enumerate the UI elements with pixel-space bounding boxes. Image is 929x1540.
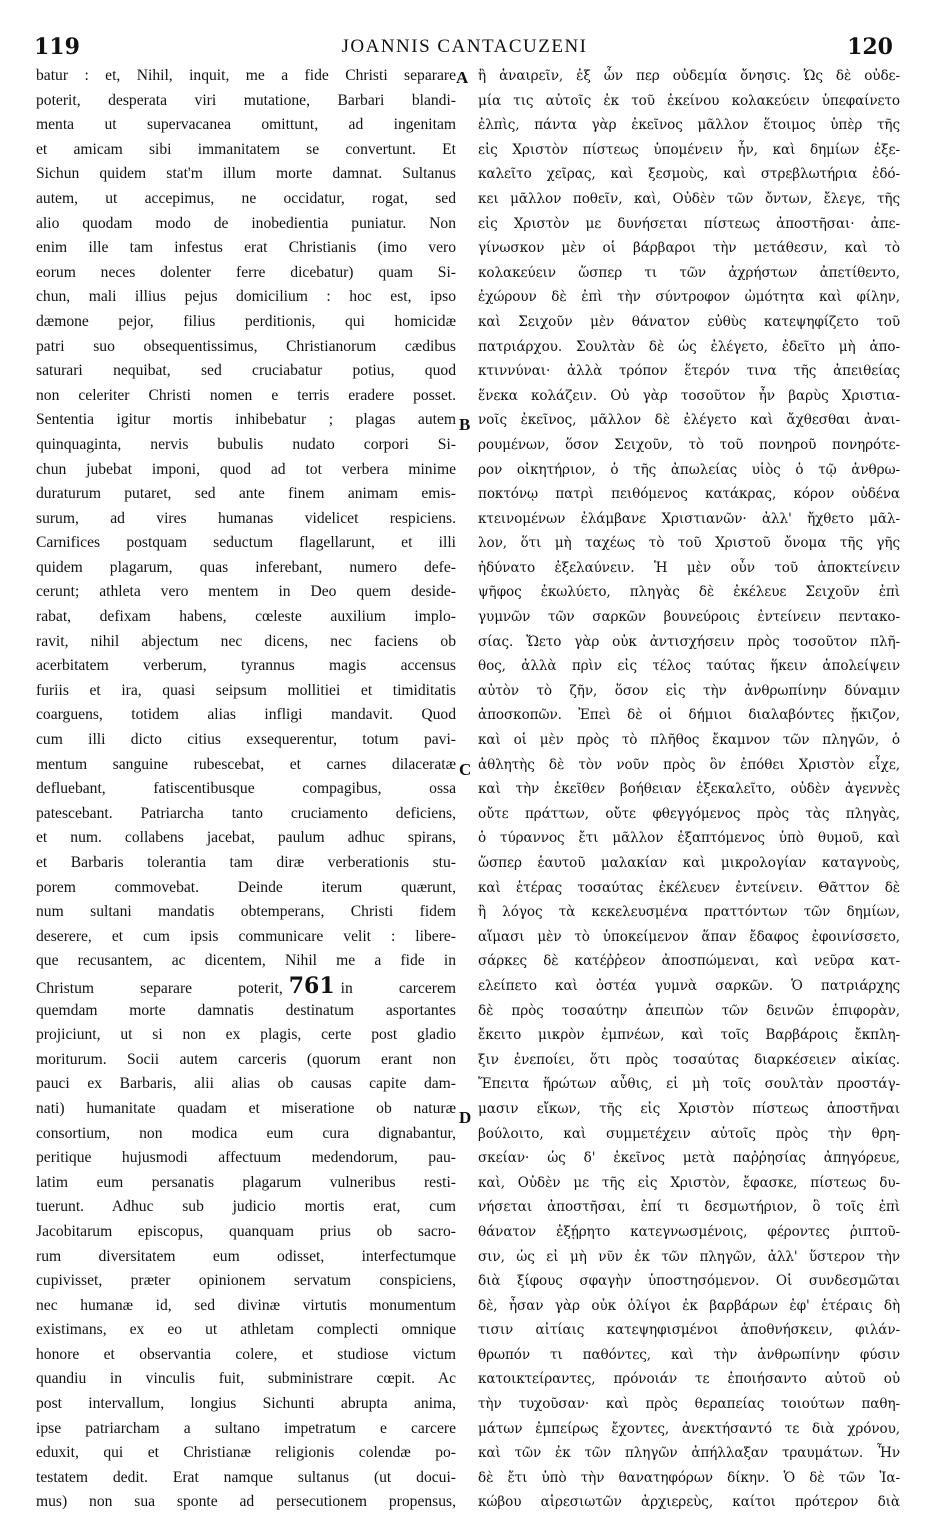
margin-marker-d: D	[459, 1108, 472, 1127]
latin-text-line: Carnifices postquam seductum flagellarunt, et illi	[36, 534, 456, 552]
greek-text-line: ὥσπερ ἑαυτοῦ μαλακίαν καὶ μικρολογίαν καταγνοὺς,	[478, 855, 900, 871]
latin-text-line: latim eum persanatis plagarum vulneribus resti-	[36, 1173, 456, 1191]
greek-text-line: ψῆφος ἐκωλύετο, πληγὰς δὲ ἐκέλευε Σειχοῦν ἐπὶ	[478, 584, 900, 601]
greek-text-line: κατοικτείραντες, πρόνοιάν τε ἐποιήσαντο αὐτοῦ οὐ	[478, 1371, 900, 1388]
greek-text-line: κτεινομένων ἐλάμβανε Χριστιανῶν· ἀλλ' ἤχθετο μᾶλ-	[478, 510, 900, 527]
latin-text-line: enim ille tam infestus erat Christianis (imo vero	[36, 239, 456, 257]
page-number-left: 119	[34, 34, 80, 60]
latin-text-line: chun, mali illius pejus domicilium : hoc est, ipso	[36, 288, 456, 306]
latin-text-line: mus) non sua sponte ad persecutionem propensus,	[36, 1493, 456, 1511]
greek-text-line: μία τις αὐτοῖς ἐκ τοῦ ἐκείνου κολακεύειν ὑπεφαίνετο	[478, 92, 900, 109]
latin-text-line: et Barbaris tolerantia tam diræ verberationis stu-	[36, 854, 456, 871]
greek-text-line: νήσεται ἀποστῆσαι, ἐπί τι δεσμωτήριον, ὃ τοῖς ἐπὶ	[478, 1199, 900, 1216]
greek-text-line: ἐχώρουν δὲ ἐπὶ τὴν σύντροφον ὠμότητα καὶ φίλην,	[478, 289, 900, 306]
greek-text-line: ἕνεκα κολάζειν. Οὐ γὰρ τοσοῦτον ἦν βαρὺς Χριστια-	[478, 387, 900, 404]
page-number-right: 120	[847, 34, 893, 60]
greek-text-line: κολακεύειν ὥσπερ τι τῶν ἀχρήστων ἀπετίθεντο,	[478, 264, 900, 281]
latin-text-line: quandiu in vinculis fuit, subministrare cœpit. Ac	[36, 1370, 456, 1388]
latin-text-line: quinquaginta, nervis bubulis nudato corpori Si-	[36, 435, 456, 453]
latin-text-line: mentum sanguine rubescebat, et carnes dilaceratæ	[36, 755, 456, 773]
greek-text-line: ρον οἰκητήριον, ὁ τῆς ἀπωλείας υἱὸς ὁ τῷ ἀνθρω-	[478, 461, 900, 478]
latin-text-line: pauci ex Barbaris, alii alias ob causas capite dam-	[36, 1075, 456, 1093]
latin-text-line: eduxit, qui et Christianæ religionis colendæ po-	[36, 1444, 456, 1462]
latin-text-line: acerbitatem verberum, tyrannus magis accensus	[36, 657, 456, 675]
latin-text-line: patescebant. Patriarcha tanto cruciamento deficiens,	[36, 804, 456, 822]
latin-text-line: num sultani mandatis obtemperans, Christi fidem	[36, 903, 456, 921]
latin-text-line: peritique hujusmodi affectuum medendorum, pau-	[36, 1149, 456, 1167]
greek-text-line: θος, ἀλλὰ πρὶν εἰς τέλος ταύτας ἥκειν ἀπολείψειν	[478, 658, 900, 675]
greek-text-line: καὶ, Οὐδὲν με τῆς εἰς Χριστὸν, ἔφασκε, πίστεως δυ-	[478, 1174, 900, 1191]
latin-text-line: autem, ut accepimus, ne occidatur, rogat, sed	[36, 189, 456, 207]
greek-text-line: σάρκες δὲ κατέῤῥεον ἀποσπώμεναι, καὶ νεῦρα κατ-	[478, 953, 900, 970]
latin-text-line: post intervallum, longius Sichunti abrupta anima,	[36, 1395, 456, 1413]
latin-text-line: existimans, ex eo ut athletam complecti omnique	[36, 1321, 456, 1339]
greek-text-line: θάνατον ἐξῄρητο κατεγνωσμένοις, φέροντες ῥιπτοῦ-	[478, 1223, 900, 1240]
greek-text-line: Ἔπειτα ἥρώτων αὖθις, εἰ μὴ τοῖς σουλτὰν προστάγ-	[478, 1076, 900, 1093]
latin-text-line: ravit, nihil abjectum nec dicens, nec faciens ob	[36, 632, 456, 650]
greek-text-line: καὶ Σειχοῦν μὲν θάνατον εὐθὺς κατεψηφίζετο τοῦ	[478, 313, 900, 330]
latin-text-line: quemdam morte damnatis destinatum asportantes	[36, 1001, 456, 1019]
greek-text-line: ἐλπὶς, πάντα γὰρ ἐκεῖνος μᾶλλον ἕτοιμος ὑπὲρ τῆς	[478, 117, 900, 134]
latin-text-line: dæmone pejor, filius perditionis, qui homicidæ	[36, 312, 456, 330]
greek-text-line: ελείπετο καὶ ὀστέα γυμνὰ σαρκῶν. Ὁ πατριάρχης	[478, 977, 900, 994]
latin-text-line: nec humanæ id, sed divinæ virtutis monumentum	[36, 1296, 456, 1314]
inline-page-number: 761	[288, 973, 335, 999]
running-header	[30, 30, 899, 60]
greek-text-line: μάτων ἐμπείρως ἔχοντες, ἀνεκτήσαντό τε διὰ χρόνου,	[478, 1420, 900, 1437]
latin-text-line: saturari nequibat, sed cruciabatur potius, quod	[36, 362, 456, 380]
greek-text-line: νοῖς ἐκεῖνος, μᾶλλον δὲ ἐλέγετο καὶ ἄχθεσθαι ἀναι-	[478, 412, 900, 429]
latin-text-line: testatem dedit. Erat namque sultanus (ut docui-	[36, 1468, 456, 1486]
latin-text-line: nati) humanitate quadam et miseratione ob naturæ	[36, 1099, 456, 1117]
greek-text-line: σιν, ὡς εἰ μὴ νῦν ἐκ τῶν πληγῶν, ἀλλ' ὕστερον τὴν	[478, 1248, 900, 1265]
greek-text-line: ρουμένων, ὅσον Σειχοῦν, τὸ τοῦ πονηροῦ πονηρότε-	[478, 436, 900, 453]
latin-text-segment: Christum separare poterit,	[36, 979, 283, 997]
greek-text-line: ἀθλητὴς δὲ τὸν νοῦν πρὸς ὃν ἐπόθει Χριστὸν εἶχε,	[478, 756, 900, 773]
greek-text-line: ἢ λόγος τὰ κεκελευσμένα πραττόντων τῶν δημίων,	[478, 904, 900, 921]
greek-text-line: καὶ ἑτέρας τοσαύτας ἐκέλευεν ἐντείνειν. Θᾶττον δὲ	[478, 879, 900, 896]
greek-text-line: κει μᾶλλον ποθεῖν, καὶ, Οὐδὲν τῶν ὄντων, ἔλεγε, τῆς	[478, 190, 900, 207]
greek-text-line: καὶ οἱ μὲν πρὸς τὸ πλῆθος ἔκαμνον τῶν πληγῶν, ὁ	[478, 732, 900, 749]
latin-text-line: poterit, desperata viri mutatione, Barbari blandi-	[36, 91, 456, 109]
latin-text-line: ipse patriarcham a sultano impetratum e carcere	[36, 1419, 456, 1437]
greek-text-line: βούλοιτο, καὶ συμμετέχειν αὐτοῖς πρὸς τὴν θρη-	[478, 1125, 900, 1142]
latin-column	[36, 64, 456, 1515]
latin-text-line: que recusantem, ac dicentem, Nihil me a fide in	[36, 952, 456, 970]
latin-text-line: defluebant, fatiscentibusque compagibus, ossa	[36, 780, 456, 798]
greek-text-line: δὲ πρὸς τοσαύτην ἀπειπὼν τῶν δεινῶν ἐπιφορὰν,	[478, 1002, 900, 1019]
greek-text-line: ξιν ἐνεποίει, ὅτι πρὸς τοσαύτας διαρκέσειεν αἰκίας.	[478, 1051, 900, 1068]
latin-text-line: coarguens, totidem alias infligi mandavit. Quod	[36, 706, 456, 724]
greek-text-line: τὴν τυχοῦσαν· καὶ πρὸς θεραπείας τοιούτων παθη-	[478, 1396, 900, 1413]
greek-text-line: διὰ ξίφους σφαγὴν ὑποστησόμενον. Οἱ συνδεσμῶται	[478, 1273, 900, 1290]
greek-text-line: αἵμασι μὲν τὸ ὑποκείμενον ἅπαν ἔδαφος ἐφοινίσσετο,	[478, 928, 900, 945]
margin-marker-b: B	[459, 415, 471, 434]
latin-text-line: quidem plagarum, quas inferebant, numero defe-	[36, 558, 456, 576]
greek-text-line: ἀποσκοπῶν. Ἐπεὶ δὲ οἱ δήμιοι διαλαβόντες ᾔκιζον,	[478, 707, 900, 724]
latin-text-line: Sententia igitur mortis inhibebatur ; plagas autem	[36, 411, 456, 429]
margin-marker-a: A	[456, 68, 469, 87]
margin-marker-c: C	[459, 760, 472, 779]
greek-text-line: τισιν αἰτίαις κατεψηφισμένοι ἀποθνήσκειν, φιλάν-	[478, 1322, 900, 1339]
latin-text-segment: in carcerem	[340, 979, 456, 997]
latin-text-line: cerunt; athleta vero mentem in Deo quem deside-	[36, 583, 456, 601]
greek-text-line: ποκτόνῳ πατρὶ πειθόμενος κατάκρας, κόρον οὐδένα	[478, 486, 900, 503]
greek-text-line: αὐτὸν τὸ ζῆν, ὅσον εἰς τὴν ἀνθρωπίνην δύναμιν	[478, 682, 900, 699]
latin-text-line: Sichun quidem stat'm illum morte damnat. Sultanus	[36, 165, 456, 183]
greek-text-line: δὲ ἔτι ὑπὸ τὴν θανατηφόρων δίκην. Ὁ δὲ τῶν Ἰα-	[478, 1469, 900, 1486]
latin-text-line: batur : et, Nihil, inquit, me a fide Christi separare	[36, 67, 456, 84]
greek-text-line: μασιν εἴκων, τῆς εἰς Χριστὸν πίστεως ἀποστῆναι	[478, 1100, 900, 1117]
latin-text-line: cum illi dicto citius exsequerentur, totum pavi-	[36, 731, 456, 749]
greek-text-line: καλεῖτο χεῖρας, καὶ ξεσμοὺς, καὶ στρεβλωτήρια ἐδό-	[478, 166, 900, 183]
latin-text-line: et amicam sibi immanitatem se convertunt. Et	[36, 140, 456, 158]
greek-text-line: γίνωσκον μὲν οἱ βάρβαροι τὴν μετάθεσιν, καὶ τὸ	[478, 240, 900, 257]
latin-text-line: Jacobitarum episcopus, quanquam prius ob sacro-	[36, 1222, 456, 1240]
greek-text-line: δὲ, ἦσαν γὰρ οὐκ ὀλίγοι ἐκ βαρβάρων ἐφ' ἑτέραις δὴ	[478, 1297, 900, 1314]
latin-text-line: honore et observantia colere, et studiose victum	[36, 1345, 456, 1363]
latin-text-line: deserere, et cum ipsis communicare velit : libere-	[36, 927, 456, 945]
greek-text-line: καὶ τῶν ἐκ τῶν πληγῶν ἀπήλλαξαν τραυμάτων. Ἦν	[478, 1445, 900, 1462]
greek-text-line: λον, ὅτι μὴ ταχέως τὸ τοῦ Χριστοῦ ὄνομα τῆς γῆς	[478, 535, 900, 552]
latin-text-line: cupivisset, præter opinionem servatum conspiciens,	[36, 1272, 456, 1290]
running-title: JOANNIS CANTACUZENI	[341, 36, 588, 57]
greek-text-line: εἰς Χριστὸν πίστεως ὑπομένειν ἦν, καὶ δημίων ἐξε-	[478, 141, 900, 158]
greek-text-line: ὁ τύραννος ἔτι μᾶλλον ἐξαπτόμενος ὑπὸ θυμοῦ, καὶ	[478, 830, 900, 847]
latin-text-line	[36, 974, 456, 999]
greek-text-line: καὶ τὴν ἐκεῖθεν βοήθειαν ἐξεκαλεῖτο, οὐδὲν ἀγεννὲς	[478, 781, 900, 798]
latin-text-line: duraturum putaret, sed ante finem animam emis-	[36, 485, 456, 503]
latin-text-line: rabat, defixam habens, cœleste auxilium implo-	[36, 608, 456, 626]
latin-text-line: et num. collabens jacebat, paulum adhuc spirans,	[36, 829, 456, 847]
greek-text-line: γυμνῶν τῶν σαρκῶν βουνεύροις ἐντείνειν πεντακο-	[478, 609, 900, 626]
latin-text-line: rum diversitatem eum odisset, interfectumque	[36, 1247, 456, 1265]
latin-text-line: non celeriter Christi nomen e terris eradere posset.	[36, 386, 456, 404]
greek-text-line: σκείαν· ὡς δ' ἐκεῖνος μετὰ παῤῥησίας ἀπηγόρευε,	[478, 1150, 900, 1167]
latin-text-line: patri suo obsequentissimus, Christianorum cædibus	[36, 337, 456, 355]
greek-text-line: πατριάρχου. Σουλτὰν δὲ ὡς ἐλέγετο, ἐδεῖτο μὴ ἀπο-	[478, 338, 900, 355]
greek-text-line: κώβου αἱρεσιωτῶν ἀρχιερεὺς, καίτοι πρότερον διὰ	[478, 1494, 900, 1511]
latin-text-line: chun jubebat imponi, quod ad tot verbera minime	[36, 460, 456, 478]
greek-text-line: εἰς Χριστὸν με δυνήσεται πίστεως ἀποστῆσαι· ἀπε-	[478, 215, 900, 232]
latin-text-line: porem commovebat. Deinde iterum quærunt,	[36, 878, 456, 896]
latin-text-line: tuerunt. Adhuc sub judicio mortis erat, cum	[36, 1198, 456, 1216]
greek-text-line: θρωπόν τι παθόντες, καὶ τὴν ἀνθρωπίνην φύσιν	[478, 1346, 900, 1363]
greek-text-line: σίας. Ὤετο γὰρ οὐκ ἀντισχήσειν πρὸς τοσοῦτον πλῆ-	[478, 633, 900, 650]
latin-text-line: projiciunt, ut si non ex plagis, certe post gladio	[36, 1026, 456, 1044]
latin-text-line: furiis et ira, quasi seipsum mollitiei et timiditatis	[36, 681, 456, 699]
latin-text-line: moriturum. Socii autem carceris (quorum erant non	[36, 1050, 456, 1068]
greek-text-line: ἔκειτο μικρὸν ἐμπνέων, καὶ τοῖς Βαρβάροις ἔκπλη-	[478, 1027, 900, 1044]
greek-text-line: οὔτε πράττων, οὔτε φθεγγόμενος πρὸς τὰς πληγὰς,	[478, 805, 900, 822]
greek-text-line: ἢ ἀναιρεῖν, ἐξ ὧν περ οὐδεμία ὄνησις. Ὡς δὲ οὐδε-	[478, 68, 900, 84]
latin-text-line: menta ut supervacanea omittunt, ad ingenitam	[36, 116, 456, 134]
latin-text-line: eorum neces dolenter ferre dicebatur) quam Si-	[36, 263, 456, 281]
latin-text-line: alio quodam modo de inobedientia puniatur. Non	[36, 214, 456, 232]
greek-column	[478, 64, 900, 1515]
latin-text-line: consortium, non modica eum cura dignabantur,	[36, 1124, 456, 1142]
latin-text-line: surum, ad vires humanas videlicet respiciens.	[36, 509, 456, 527]
greek-text-line: κτιννύναι· ἀλλὰ τρόπον ἕτερόν τινα τῆς ἀπειθείας	[478, 363, 900, 380]
greek-text-line: ἠδύνατο ἐξελαύνειν. Ἡ μὲν οὖν τοῦ ἀποκτείνειν	[478, 559, 900, 576]
